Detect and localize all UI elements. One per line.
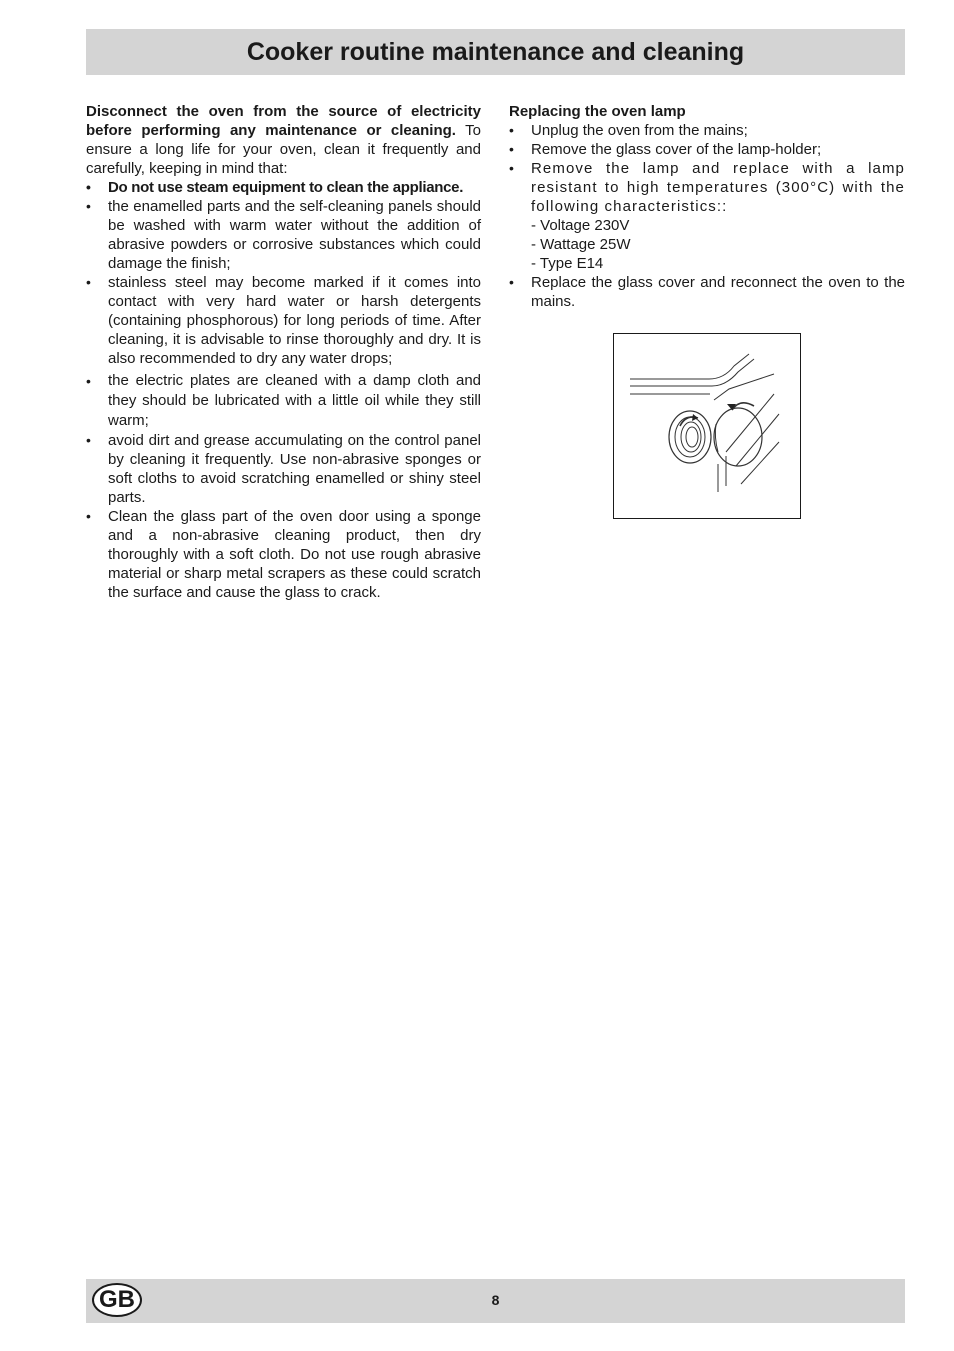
intro-paragraph <box>86 102 481 178</box>
list-item <box>509 159 905 273</box>
list-item: • Clean the glass part of the oven door using a sponge and a non-abrasive cleaning product, then dry thoroughly with a soft cloth. Do not use rough abrasive material or sharp metal scrapers as these could scratch the surface and cause the glass to crack. <box>86 507 481 602</box>
title-bar <box>86 29 905 75</box>
spec-type: - Type E14 <box>531 255 604 272</box>
list-item: • avoid dirt and grease accumulating on the control panel by cleaning it frequently. Use non-abrasive sponges or soft cloths to avoid scratching enamelled or shiny steel parts. <box>86 431 481 507</box>
spec-voltage: - Voltage 230V <box>531 217 630 234</box>
lamp-step-text: Remove the lamp and replace with a lamp resistant to high temperatures (300°C) with the following characteristics:: <box>531 160 905 215</box>
oven-lamp-icon <box>614 334 800 518</box>
page-title: Cooker routine maintenance and cleaning <box>246 37 745 66</box>
list-item: • Replace the glass cover and reconnect the oven to the mains. <box>509 273 905 311</box>
list-item: • stainless steel may become marked if it comes into contact with very hard water or harsh detergents (containing phosphorous) for long periods of time. After cleaning, it is advisable to rinse thoroughly and dry. It is also recommended to dry any water drops; <box>86 273 481 368</box>
lamp-steps-list <box>509 121 905 311</box>
list-item: • the electric plates are cleaned with a damp cloth and they should be lubricated with a little oil while they still warm; <box>86 371 481 431</box>
language-badge: GB <box>92 1283 142 1317</box>
lamp-illustration <box>613 333 801 519</box>
list-item: • Do not use steam equipment to clean the appliance. <box>86 178 481 197</box>
lamp-column <box>509 102 905 311</box>
lamp-heading: Replacing the oven lamp <box>509 103 686 120</box>
lamp-specs <box>531 216 905 273</box>
spec-wattage: - Wattage 25W <box>531 236 631 253</box>
cleaning-list <box>86 178 481 602</box>
list-item: • Unplug the oven from the mains; <box>509 121 905 140</box>
intro-warning: Disconnect the oven from the source of electricity before performing any maintenance or cleaning. <box>86 103 481 139</box>
list-item: • the enamelled parts and the self-cleaning panels should be washed with warm water without the addition of abrasive powders or corrosive substances which could damage the finish; <box>86 197 481 273</box>
footer-bar <box>86 1279 905 1323</box>
intro-text: To ensure a long life for your oven, clean it frequently and carefully, keeping in mind that: <box>86 122 481 177</box>
list-item: • Remove the glass cover of the lamp-holder; <box>509 140 905 159</box>
page-number: 8 <box>491 1292 500 1308</box>
maintenance-column <box>86 102 481 602</box>
